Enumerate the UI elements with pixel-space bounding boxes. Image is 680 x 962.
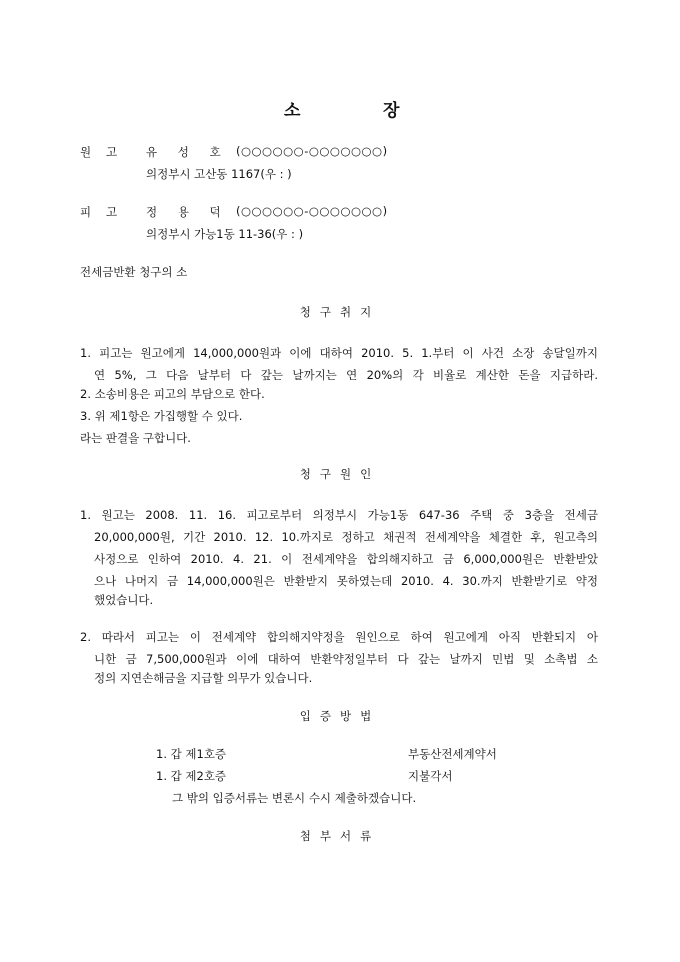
defendant-address: 의정부시 가능1동 11-36(우 : ) xyxy=(146,227,304,241)
cause-item-2-line-3: 정의 지연손해금을 지급할 의무가 있습니다. xyxy=(94,671,313,685)
plaintiff-name: 유 성 호 xyxy=(146,145,221,159)
cause-item-1-line-5: 했었습니다. xyxy=(94,593,154,607)
plaintiff-address: 의정부시 고산동 1167(우 : ) xyxy=(146,167,292,181)
claim-item-3: 3. 위 제1항은 가집행할 수 있다. xyxy=(80,409,243,423)
cause-item-1-line-3: 사정으로 인하여 2010. 4. 21. 이 전세계약을 합의해지하고 금 6,000,000원은 반환받았 xyxy=(94,552,598,566)
cause-item-2 xyxy=(80,626,598,648)
cause-item-1-line-4: 으나 나머지 금 14,000,000원은 반환받지 못하였는데 2010. 4. 30.까지 반환받기로 약정 xyxy=(94,574,598,588)
plaintiff-label-1: 원 xyxy=(80,145,92,159)
plaintiff-id: (○○○○○○-○○○○○○○) xyxy=(236,144,388,158)
cause-item-1-line-1: 1. 원고는 2008. 11. 16. 피고로부터 의정부시 가능1동 647-36 주택 중 3층을 전세금 xyxy=(80,508,598,522)
cause-item-2-line-2: 니한 금 7,500,000원과 이에 대하여 반환약정일부터 다 갚는 날까지 민법 및 소촉법 소 xyxy=(94,652,598,666)
evidence-heading: 입증방법 xyxy=(299,709,381,723)
case-name: 전세금반환 청구의 소 xyxy=(80,265,188,279)
claim-item-1-line-2: 연 5%, 그 다음 날부터 다 갚는 날까지는 연 20%의 각 비율로 계산한 돈을 지급하라. xyxy=(94,368,598,382)
title-left-char: 소 xyxy=(284,101,301,121)
cause-item-2-cont xyxy=(94,648,598,670)
defendant-label-1: 피 xyxy=(80,205,92,219)
defendant-id: (○○○○○○-○○○○○○○) xyxy=(236,204,388,218)
cause-heading: 청구원인 xyxy=(299,467,381,481)
cause-item-1 xyxy=(80,504,598,526)
claim-item-1 xyxy=(80,342,598,364)
claim-closing: 라는 판결을 구합니다. xyxy=(80,431,191,445)
defendant-label-2: 고 xyxy=(106,205,118,219)
claim-item-1-cont xyxy=(94,364,598,386)
cause-item-1-line-2: 20,000,000원, 기간 2010. 12. 10.까지로 정하고 채권적 전세계약을 체결한 후, 원고측의 xyxy=(94,530,598,544)
claim-heading: 청구취지 xyxy=(299,305,381,319)
cause-item-1-cont xyxy=(94,526,598,592)
attachments-heading: 첨부서류 xyxy=(299,829,381,843)
evidence-2-number: 1. 갑 제2호증 xyxy=(156,769,227,783)
plaintiff-label-2: 고 xyxy=(106,145,118,159)
evidence-2-description: 지불각서 xyxy=(408,769,453,783)
title-right-char: 장 xyxy=(383,101,400,121)
evidence-note: 그 밖의 입증서류는 변론시 수시 제출하겠습니다. xyxy=(172,791,417,805)
claim-item-2: 2. 소송비용은 피고의 부담으로 한다. xyxy=(80,387,265,401)
defendant-name: 정 용 덕 xyxy=(146,205,221,219)
cause-item-2-line-1: 2. 따라서 피고는 이 전세계약 합의해지약정을 원인으로 하여 원고에게 아직 반환되지 아 xyxy=(80,630,598,644)
claim-item-1-line-1: 1. 피고는 원고에게 14,000,000원과 이에 대하여 2010. 5. 1.부터 이 사건 소장 송달일까지 xyxy=(80,346,598,360)
evidence-1-number: 1. 갑 제1호증 xyxy=(156,747,227,761)
evidence-1-description: 부동산전세계약서 xyxy=(408,747,497,761)
